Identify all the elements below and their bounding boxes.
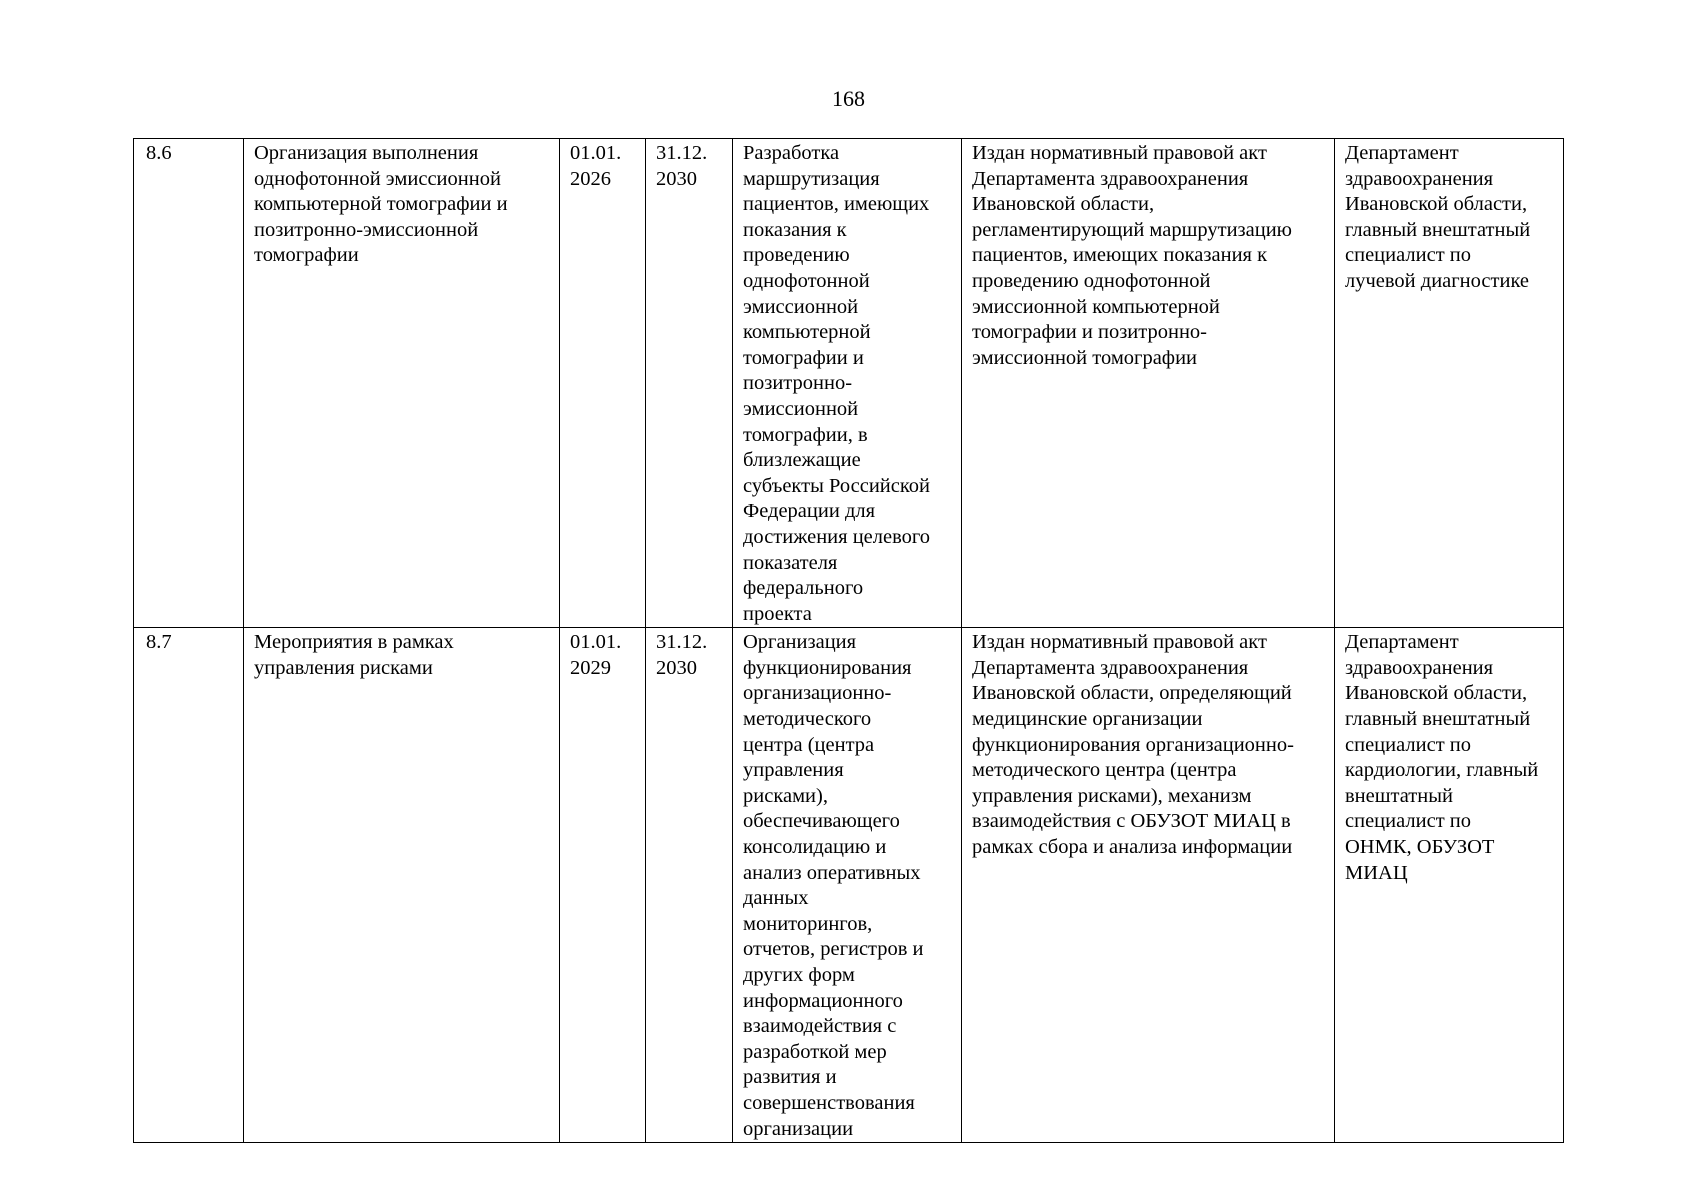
result-line: взаимодействия с ОБУЗОТ МИАЦ в [972, 810, 1291, 833]
description-line: проведению [743, 244, 850, 267]
description-line: показателя [743, 551, 838, 574]
result-line: Издан нормативный правовой акт [972, 142, 1267, 164]
page-number: 168 [832, 86, 865, 111]
start-date-line: 01.01. [570, 631, 622, 654]
description-line: маршрутизация [743, 167, 880, 190]
description-line: пациентов, имеющих [743, 193, 930, 216]
result-line: рамках сбора и анализа информации [972, 836, 1293, 859]
result-line: Издан нормативный правовой акт [972, 631, 1267, 654]
measure-name-line: Организация выполнения [254, 142, 479, 164]
result-line: регламентирующий маршрутизацию [972, 218, 1292, 241]
description-line: информационного [743, 989, 903, 1012]
description-line: томографии и [743, 346, 864, 369]
measure-name-line: компьютерной томографии и [254, 193, 508, 216]
result-line: эмиссионной компьютерной [972, 295, 1220, 318]
responsible-line: Департамент [1345, 142, 1459, 164]
row-number: 8.6 [146, 142, 172, 164]
description-line: отчетов, регистров и [743, 938, 924, 961]
description-line: обеспечивающего [743, 810, 900, 833]
description-line: федерального [743, 577, 864, 600]
end-date-line: 2030 [656, 656, 697, 679]
row-number-cell [134, 628, 244, 1143]
description-line: эмиссионной [743, 397, 859, 420]
description-line: данных [743, 887, 809, 910]
responsible-line: Ивановской области, [1345, 193, 1528, 216]
responsible-line: главный внештатный [1345, 708, 1531, 731]
result-line: Ивановской области, [972, 193, 1155, 216]
responsible-line: лучевой диагностике [1345, 269, 1529, 292]
description-line: взаимодействия с [743, 1015, 897, 1038]
description-line: разработкой мер [743, 1040, 887, 1063]
responsible-line: специалист по [1345, 810, 1471, 833]
end-date-line: 31.12. [656, 631, 708, 654]
result-line: функционирования организационно- [972, 733, 1294, 756]
result-line: томографии и позитронно- [972, 321, 1207, 344]
description-line: субъекты Российской [743, 474, 931, 497]
start-date-cell [560, 628, 646, 1143]
description-line: анализ оперативных [743, 861, 921, 884]
description-line: Разработка [743, 142, 840, 164]
measure-name-line: однофотонной эмиссионной [254, 167, 501, 190]
description-line: центра (центра [743, 733, 875, 756]
start-date-line: 2029 [570, 656, 611, 679]
description-line: других форм [743, 964, 855, 986]
description-line: мониторингов, [743, 912, 873, 935]
measure-name-cell [244, 628, 560, 1143]
measure-name-line: томографии [254, 244, 359, 267]
description-line: организационно- [743, 682, 892, 705]
result-line: проведению однофотонной [972, 269, 1211, 292]
result-line: медицинские организации [972, 708, 1203, 731]
responsible-line: кардиологии, главный [1345, 759, 1539, 782]
end-date-line: 2030 [656, 167, 697, 190]
description-cell [733, 139, 962, 628]
responsible-line: внештатный [1345, 784, 1453, 807]
description-cell [733, 628, 962, 1143]
responsible-line: Департамент [1345, 631, 1459, 654]
responsible-line: специалист по [1345, 733, 1471, 756]
description-line: однофотонной [743, 269, 870, 292]
responsible-cell [1335, 628, 1564, 1143]
responsible-line: здравоохранения [1345, 656, 1494, 679]
responsible-line: специалист по [1345, 244, 1471, 267]
description-line: методического [743, 708, 872, 731]
description-line: позитронно- [743, 372, 853, 395]
start-date-line: 2026 [570, 167, 611, 190]
description-line: рисками), [743, 784, 828, 807]
result-cell [962, 139, 1335, 628]
description-line: проекта [743, 602, 812, 625]
description-line: совершенствования [743, 1091, 915, 1114]
responsible-line: ОНМК, ОБУЗОТ [1345, 836, 1495, 859]
table-row [134, 139, 1564, 628]
end-date-line: 31.12. [656, 142, 708, 164]
description-line: близлежащие [743, 449, 861, 472]
description-line: Организация [743, 631, 857, 654]
start-date-cell [560, 139, 646, 628]
result-cell [962, 628, 1335, 1143]
result-line: пациентов, имеющих показания к [972, 244, 1268, 267]
responsible-line: главный внештатный [1345, 218, 1531, 241]
responsible-line: МИАЦ [1345, 861, 1408, 884]
responsible-cell [1335, 139, 1564, 628]
description-line: достижения целевого [743, 525, 931, 548]
description-line: Федерации для [743, 500, 876, 523]
result-line: Департамента здравоохранения [972, 167, 1249, 190]
description-line: эмиссионной [743, 295, 859, 318]
measure-name-line: Мероприятия в рамках [254, 631, 454, 654]
description-line: организации [743, 1117, 854, 1140]
description-line: консолидацию и [743, 836, 887, 859]
description-line: показания к [743, 218, 847, 241]
responsible-line: здравоохранения [1345, 167, 1494, 190]
row-number: 8.7 [146, 631, 172, 654]
description-line: компьютерной [743, 321, 871, 344]
result-line: эмиссионной томографии [972, 346, 1198, 369]
row-number-cell [134, 139, 244, 628]
measure-name-line: позитронно-эмиссионной [254, 218, 479, 241]
description-line: управления [743, 759, 844, 782]
measures-table [133, 138, 1564, 1143]
measure-name-cell [244, 139, 560, 628]
result-line: управления рисками), механизм [972, 784, 1252, 807]
result-line: Департамента здравоохранения [972, 656, 1249, 679]
table-row [134, 628, 1564, 1143]
end-date-cell [646, 139, 733, 628]
description-line: развития и [743, 1066, 837, 1089]
responsible-line: Ивановской области, [1345, 682, 1528, 705]
start-date-line: 01.01. [570, 142, 622, 164]
result-line: методического центра (центра [972, 759, 1237, 782]
description-line: функционирования [743, 656, 912, 679]
measure-name-line: управления рисками [254, 656, 433, 679]
description-line: томографии, в [743, 423, 868, 446]
result-line: Ивановской области, определяющий [972, 682, 1292, 705]
end-date-cell [646, 628, 733, 1143]
